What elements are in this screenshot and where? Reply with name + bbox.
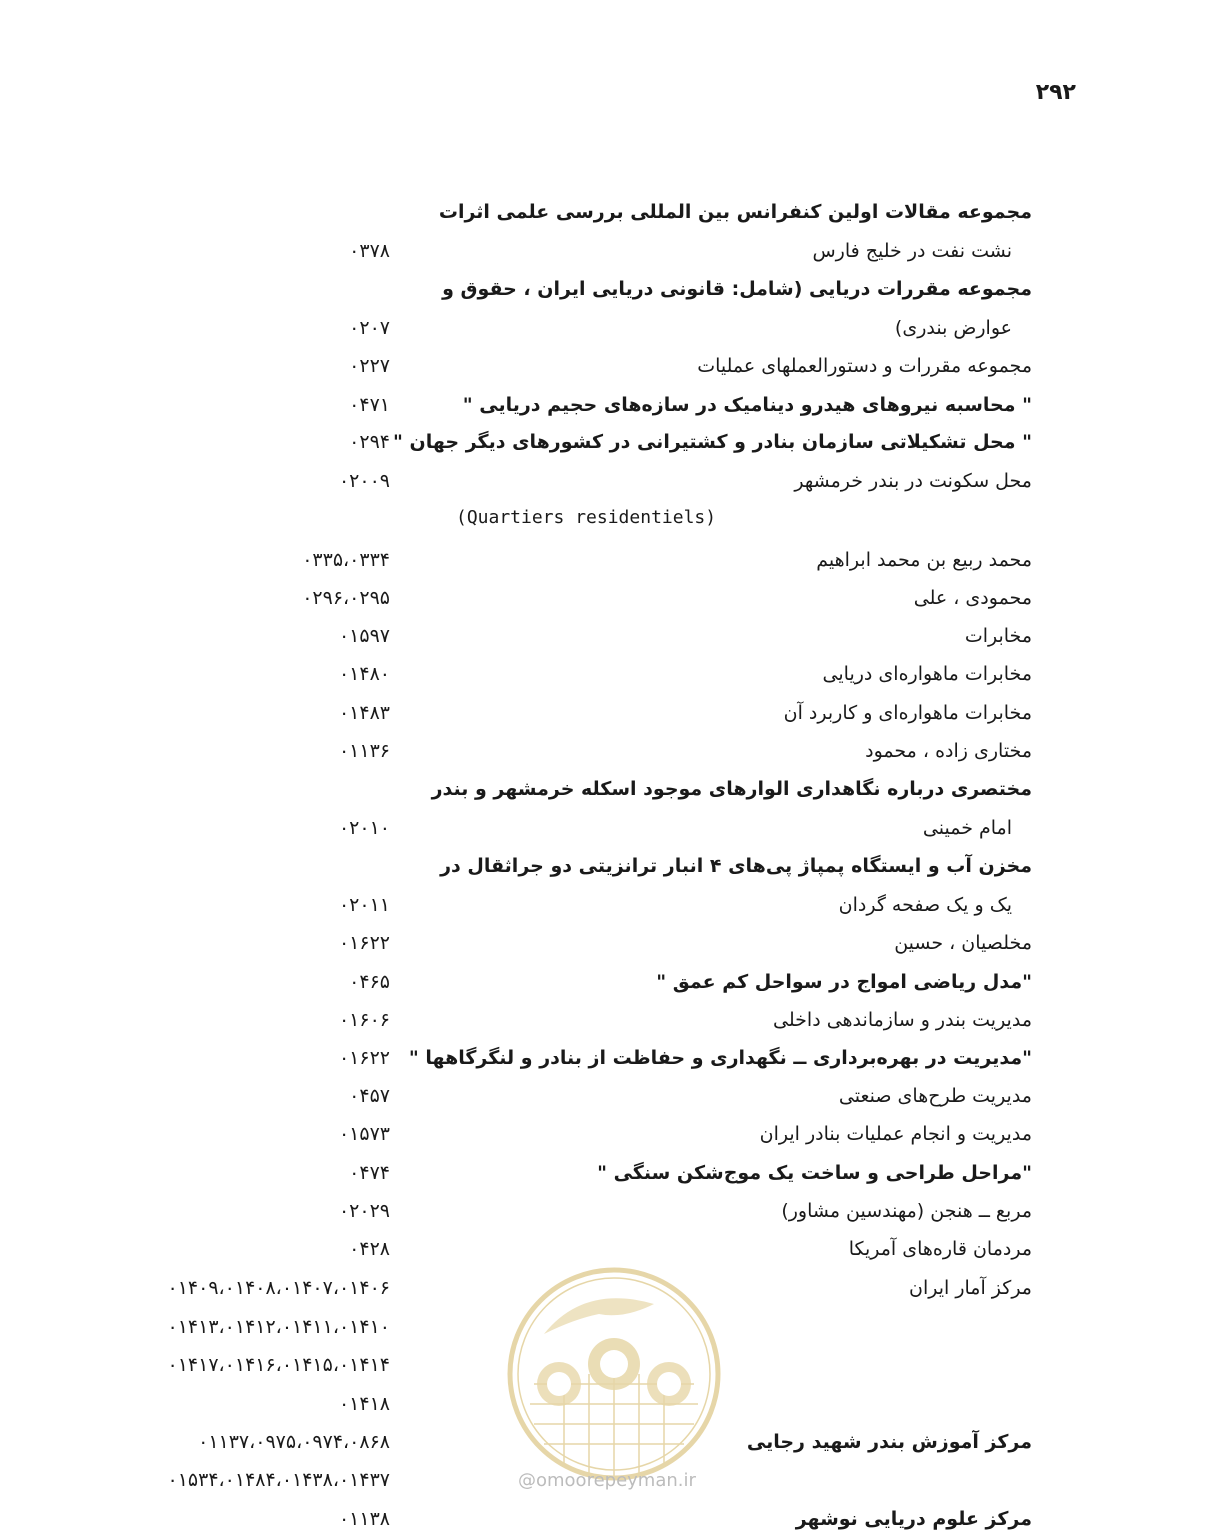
index-entry-ref: ۰۲۹۶،۰۲۹۵ [302, 587, 390, 609]
index-entry-text: مجموعه مقالات اولین کنفرانس بین المللی بررسی علمی اثرات [438, 201, 1032, 223]
index-entry-text: مختصری درباره نگاهداری الوارهای موجود اسکله خرمشهر و بندر [431, 778, 1032, 800]
index-entry-text: "مراحل طراحی و ساخت یک موج‌شکن سنگی " [597, 1162, 1032, 1184]
index-entry-ref: ۰۲۰۷ [349, 317, 390, 339]
index-entry-text: مرکز آموزش بندر شهید رجایی [746, 1431, 1032, 1453]
index-entry-ref: ۰۴۲۸ [349, 1238, 390, 1260]
index-entry-text: مجموعه مقررات و دستورالعملهای عملیات [697, 355, 1032, 377]
watermark-url: @omoorepeyman.ir [518, 1470, 696, 1491]
index-entry-text: " محل تشکیلاتی سازمان بنادر و کشتیرانی در کشورهای دیگر جهان " [393, 431, 1032, 453]
index-entry-text: مرکز علوم دریایی نوشهر [795, 1508, 1032, 1530]
watermark-logo [504, 1264, 724, 1494]
index-entry-ref: ۰۱۶۲۲ [338, 932, 390, 954]
index-entry-text: محمودی ، علی [913, 587, 1032, 609]
index-entry-latin: (Quartiers residentiels) [456, 507, 717, 528]
index-entry-ref: ۰۲۰۲۹ [338, 1200, 390, 1222]
index-entry-ref: ۰۳۳۵،۰۳۳۴ [302, 549, 390, 571]
index-entry-text: یک و یک صفحه گردان [838, 894, 1012, 916]
index-entry-text: " محاسبه نیروهای هیدرو دینامیک در سازه‌های حجیم دریایی " [462, 394, 1032, 416]
index-entry-ref: ۰۱۱۳۶ [338, 740, 390, 762]
index-entry-ref: ۰۱۴۱۳،۰۱۴۱۲،۰۱۴۱۱،۰۱۴۱۰ [167, 1316, 390, 1338]
index-entry-ref: ۰۱۱۳۸ [338, 1508, 390, 1530]
index-entry-ref: ۰۲۰۰۹ [338, 470, 390, 492]
index-entry-ref: ۰۴۷۴ [349, 1162, 390, 1184]
index-entry-ref: ۰۲۹۴ [349, 431, 390, 453]
index-entry-ref: ۰۱۶۰۶ [338, 1009, 390, 1031]
index-entry-text: مدیریت بندر و سازماندهی داخلی [773, 1009, 1032, 1031]
index-entry-ref: ۰۱۵۳۴،۰۱۴۸۴،۰۱۴۳۸،۰۱۴۳۷ [167, 1469, 390, 1491]
index-entry-ref: ۰۱۴۸۳ [338, 702, 390, 724]
index-entry-ref: ۰۲۲۷ [349, 355, 390, 377]
index-entry-ref: ۰۱۱۳۷،۰۹۷۵،۰۹۷۴،۰۸۶۸ [198, 1431, 390, 1453]
index-entry-text: محل سکونت در بندر خرمشهر [794, 470, 1032, 492]
page-number: ۲۹۲ [1035, 80, 1076, 105]
index-entry-ref: ۰۱۴۰۹،۰۱۴۰۸،۰۱۴۰۷،۰۱۴۰۶ [167, 1277, 390, 1299]
index-entry-ref: ۰۱۵۹۷ [338, 625, 390, 647]
index-entry-text: "مدل ریاضی امواج در سواحل کم عمق " [656, 971, 1032, 993]
index-entry-text: مرکز آمار ایران [909, 1277, 1032, 1299]
index-entry-text: مخابرات ماهواره‌ای و کاربرد آن [783, 702, 1032, 724]
gear-scales-logo-icon [504, 1264, 724, 1494]
index-entry-text: مجموعه مقررات دریایی (شامل: قانونی دریایی ایران ، حقوق و [442, 278, 1032, 300]
index-entry-ref: ۰۴۵۷ [349, 1085, 390, 1107]
index-entry-text: مختاری زاده ، محمود [865, 740, 1032, 762]
index-entry-ref: ۰۱۶۲۲ [338, 1047, 390, 1069]
index-entry-ref: ۰۱۴۱۷،۰۱۴۱۶،۰۱۴۱۵،۰۱۴۱۴ [167, 1354, 390, 1376]
index-entry-text: "مدیریت در بهره‌برداری ــ نگهداری و حفاظت از بنادر و لنگرگاهها " [408, 1047, 1032, 1069]
index-entry-text: مخلصیان ، حسین [894, 932, 1032, 954]
index-entry-text: مربع ــ هنجن (مهندسین مشاور) [781, 1200, 1032, 1222]
index-entry-ref: ۰۴۶۵ [349, 971, 390, 993]
index-entry-text: مخابرات ماهواره‌ای دریایی [822, 663, 1032, 685]
index-entry-ref: ۰۳۷۸ [349, 240, 390, 262]
index-entry-text: مدیریت و انجام عملیات بنادر ایران [759, 1123, 1032, 1145]
index-entry-text: امام خمینی [922, 817, 1012, 839]
index-entry-ref: ۰۲۰۱۰ [338, 817, 390, 839]
index-entry-ref: ۰۱۴۱۸ [338, 1393, 390, 1415]
index-entry-text: مردمان قاره‌های آمریکا [848, 1238, 1032, 1260]
index-entry-text: مخابرات [964, 625, 1032, 647]
index-entry-text: مدیریت طرح‌های صنعتی [838, 1085, 1032, 1107]
index-entry-ref: ۰۴۷۱ [349, 394, 390, 416]
index-entry-text: عوارض بندری) [894, 317, 1012, 339]
index-entry-text: مخزن آب و ایستگاه پمپاژ پی‌های ۴ انبار ترانزیتی دو جراثقال در [440, 855, 1032, 877]
index-entry-ref: ۰۱۴۸۰ [338, 663, 390, 685]
index-entry-ref: ۰۱۵۷۳ [338, 1123, 390, 1145]
index-entry-text: نشت نفت در خلیج فارس [812, 240, 1012, 262]
index-entry-text: محمد ربیع بن محمد ابراهیم [816, 549, 1032, 571]
index-entry-ref: ۰۲۰۱۱ [338, 894, 390, 916]
